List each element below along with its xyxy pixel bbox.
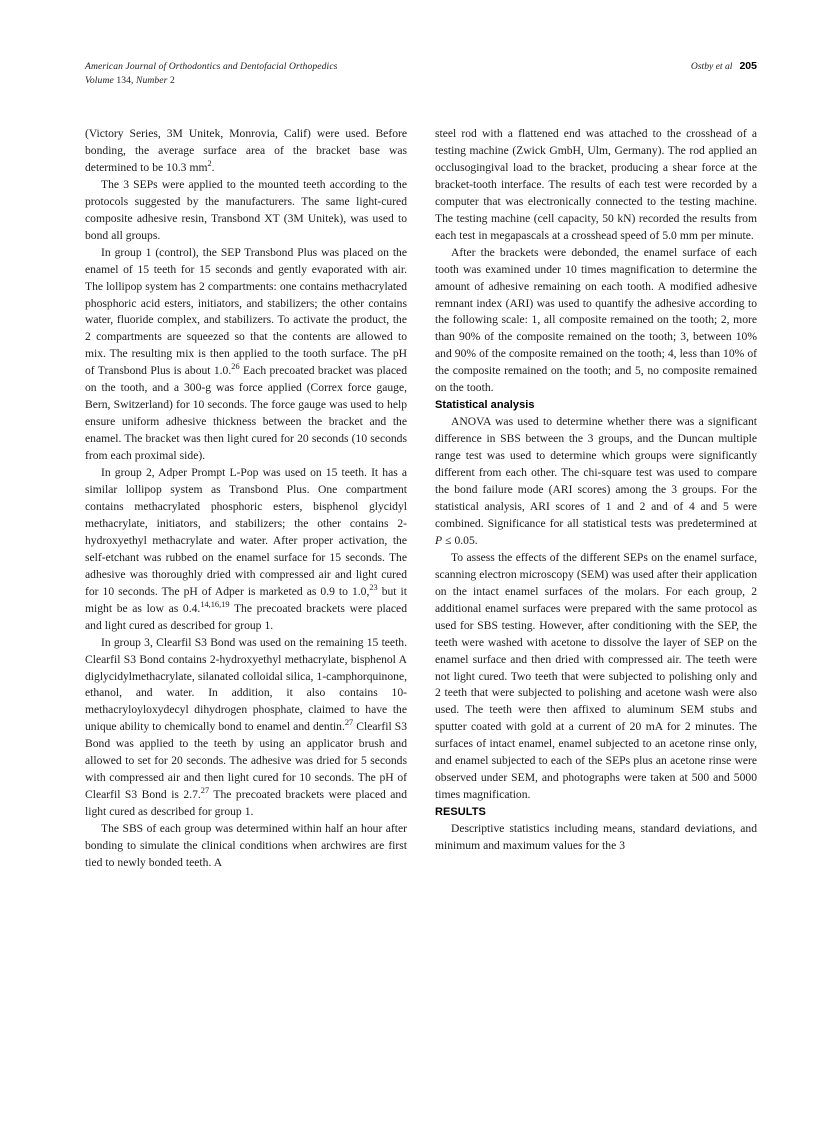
reference-superscript: 2 xyxy=(207,159,212,169)
running-head-right xyxy=(691,60,757,74)
reference-superscript: 23 xyxy=(369,582,378,592)
running-head xyxy=(85,60,757,94)
head-statistical-analysis: Statistical analysis xyxy=(435,399,535,412)
issue-number: 2 xyxy=(167,74,175,86)
par-victory-series xyxy=(85,126,407,177)
text-run: . xyxy=(211,160,215,174)
text-run: In group 3, Clearfil S3 Bond was used on the remaining 15 teeth. Clearfil S3 Bond contains 2-hydroxyethyl methacrylate, bisphenol A diglycidylmethacrylate, silanated colloidal silica, 1-camphorquinone, ethanol, and water. In addition, it also contains 10-methacryloyloxydecyl dihydrogen phosphate, claimed to have the unique ability to chemically bond to enamel and dentin. xyxy=(85,635,407,734)
reference-superscript: 27 xyxy=(344,718,354,728)
text-run: In group 1 (control), the SEP Transbond Plus was placed on the enamel of 15 teeth for 15 seconds and gently evaporated with air. The lollipop system has 2 compartments: one contains methacrylated phosphoric acid esters, initiators, and stabilizers; the other contains water, fluoride complex, and stabilizers. To activate the product, the 2 compartments are squeezed so that the contents are allowed to mix. The resulting mix is then applied to the tooth surface. The pH of Transbond Plus is about 1.0. xyxy=(85,245,407,378)
par-descriptive-stats xyxy=(435,821,757,855)
reference-superscript: 26 xyxy=(231,362,240,372)
par-anova xyxy=(435,414,757,550)
page-number: 205 xyxy=(739,60,757,72)
volume-number: 134, xyxy=(113,74,136,86)
head-results: RESULTS xyxy=(435,806,486,819)
reference-superscript: 27 xyxy=(200,786,210,796)
column-left xyxy=(85,126,407,872)
text-run: The precoated brackets were placed and light cured as described for group 1. xyxy=(85,601,407,632)
par-seps-applied xyxy=(85,177,407,245)
text-run: After the brackets were debonded, the enamel surface of each tooth was examined under 10 times magnification to determine the amount of adhesive remaining on each tooth. A modified adhesive remnant index (ARI) was used to quantify the adhesive according to the following scale: 1, all composite remained on the tooth; 2, more than 90% of the composite remained on the tooth; 3, between 10% and 90% of the composite remained on the tooth; 4, less than 10% of the composite remained on the tooth; and 5, no composite remained on the tooth. xyxy=(435,245,757,395)
text-run: but it might be as low as 0.4. xyxy=(85,584,407,615)
running-head-journal xyxy=(85,60,338,87)
text-run: ≤ 0.05. xyxy=(442,533,478,547)
volume-label: Volume xyxy=(85,74,114,86)
text-run: (Victory Series, 3M Unitek, Monrovia, Calif) were used. Before bonding, the average surface area of the bracket base was determined to be 10.3 mm xyxy=(85,127,407,174)
par-steel-rod xyxy=(435,126,757,245)
text-run: The 3 SEPs were applied to the mounted teeth according to the protocols suggested by the manufacturers. The same light-cured composite adhesive resin, Transbond XT (3M Unitek), was used to bond all groups. xyxy=(85,177,407,242)
reference-superscript: 14,16,19 xyxy=(200,599,230,609)
author-citation: Ostby et al xyxy=(690,61,733,72)
text-run: The precoated brackets were placed and light cured as described for group 1. xyxy=(85,788,407,819)
par-sbs-determined xyxy=(85,821,407,872)
par-sem xyxy=(435,550,757,804)
par-group3 xyxy=(85,635,407,821)
italic-symbol: P xyxy=(435,533,443,547)
text-run: Each precoated bracket was placed on the tooth, and a 300-g was force applied (Correx force gauge, Bern, Switzerland) for 10 seconds. The force gauge was used to help ensure uniform adhesive thickness between the bracket and the enamel. The bracket was then light cured for 20 seconds (10 seconds from each proximal side). xyxy=(85,364,407,463)
number-label: Number xyxy=(136,74,168,86)
journal-title: American Journal of Orthodontics and Dentofacial Orthopedics xyxy=(85,61,338,72)
text-run: The SBS of each group was determined within half an hour after bonding to simulate the clinical conditions when archwires are first tied to newly bonded teeth. A xyxy=(85,822,407,869)
text-run: Descriptive statistics including means, standard deviations, and minimum and maximum values for the 3 xyxy=(435,822,757,853)
column-right xyxy=(435,126,757,855)
par-group2 xyxy=(85,465,407,635)
par-group1 xyxy=(85,245,407,465)
text-run: steel rod with a flattened end was attached to the crosshead of a testing machine (Zwick GmbH, Ulm, Germany). The rod applied an occlusogingival load to the bracket, producing a shear force at the bracket-tooth interface. The results of each test were recorded by a computer that was electronically connected to the testing machine. The testing machine (cell capacity, 50 kN) recorded the results from each test in megapascals at a crosshead speed of 5.0 mm per minute. xyxy=(435,127,757,242)
volume-issue-line xyxy=(85,74,338,88)
par-ari-scale xyxy=(435,245,757,398)
text-run: To assess the effects of the different SEPs on the enamel surface, scanning electron microscopy (SEM) was used after their application on the intact enamel surfaces of the molars. For each group, 2 additional enamel surfaces were prepared with the same protocol as used for SBS testing. However, after conditioning with the SEP, the teeth were washed with acetone to dissolve the layer of SEP on the enamel surface and then dried with compressed air. The teeth were not light cured. Two teeth that were subjected to polishing only and 2 teeth that were subjected to polishing and acetone wash were also used. The teeth were then affixed to aluminum SEM stubs and sputter coated with gold at a current of 20 mA for 2 minutes. The surfaces of intact enamel, enamel subjected to an acetone rinse only, and enamel subjected to each of the SEPs plus an acetone rinse were observed under SEM, and photographs were taken at 500 and 5000 times magnification. xyxy=(435,550,757,802)
text-run: ANOVA was used to determine whether there was a significant difference in SBS between the 3 groups, and the Duncan multiple range test was used to determine which groups were significantly different from each other. The chi-square test was used to compare the bond failure mode (ARI scores) among the 3 groups. For the statistical analysis, ARI scores of 1 and 2 and of 4 and 5 were combined. Significance for all statistical tests was predetermined at xyxy=(435,415,757,530)
text-run: In group 2, Adper Prompt L-Pop was used on 15 teeth. It has a similar lollipop system as Transbond Plus. One compartment contains methacrylated phosphoric esters, bisphenol glycidyl methacrylate, initiators, and stabilizers; the other contains 2-hydroxyethyl methacrylate and water. After proper activation, the self-etchant was rubbed on the enamel surface for 15 seconds. The adhesive was thoroughly dried with compressed air and light cured for 10 seconds. The pH of Adper is marketed as 0.9 to 1.0, xyxy=(85,466,407,598)
text-run: Clearfil S3 Bond was applied to the teeth by using an applicator brush and allowed to set for 20 seconds. The adhesive was dried for 5 seconds with compressed air and then light cured for 10 seconds. The pH of Clearfil S3 Bond is 2.7. xyxy=(85,720,408,802)
